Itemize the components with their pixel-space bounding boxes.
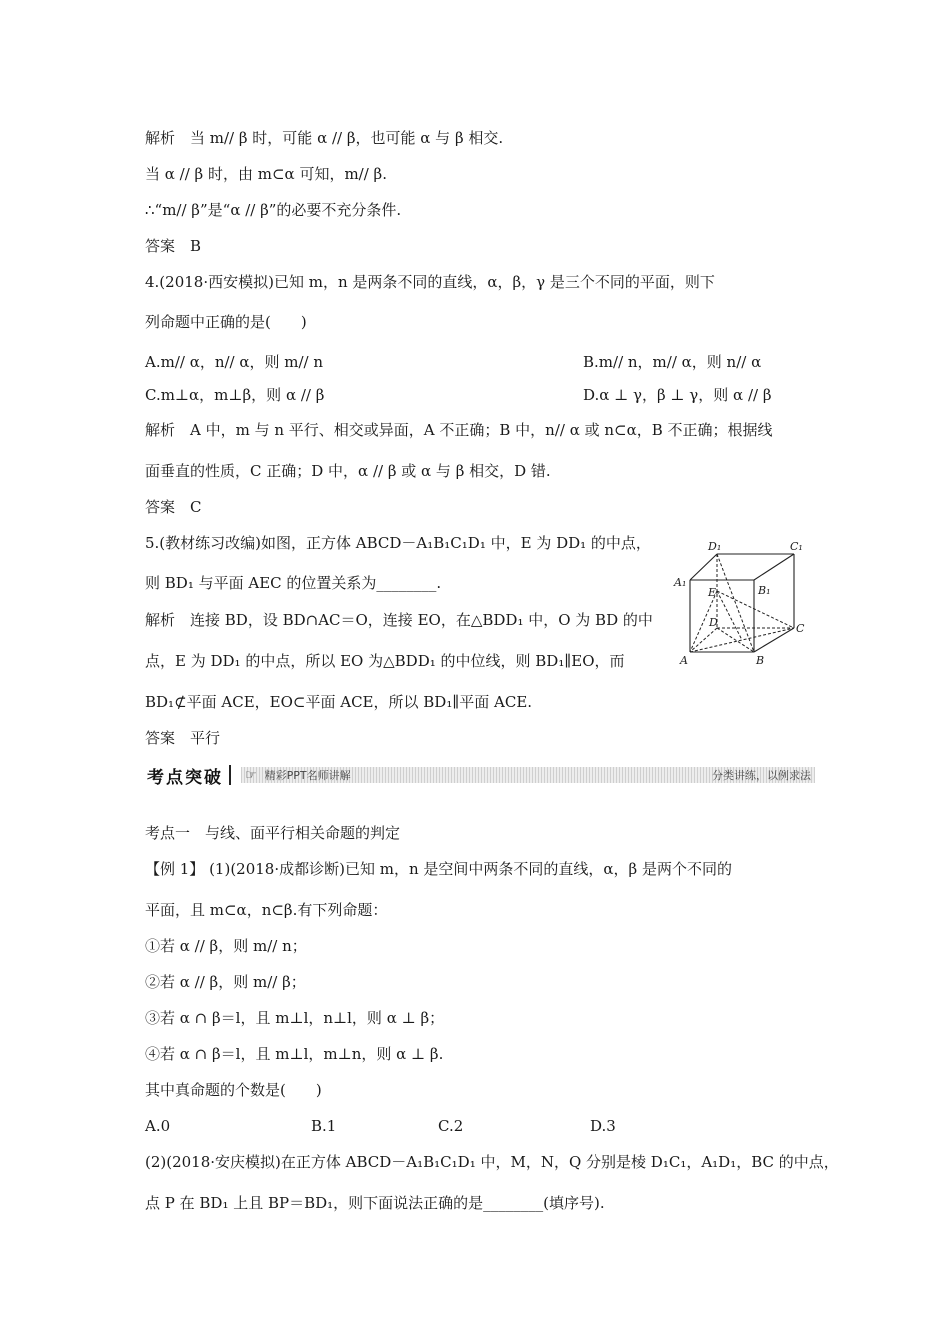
text-line-l19: 【例 1】 (1)(2018·成都诊断)已知 m，n 是空间中两条不同的直线，α，β 是两个不同的 bbox=[145, 860, 732, 878]
ex1-option-b: B.1 bbox=[311, 1117, 337, 1135]
label-d1: D₁ bbox=[708, 540, 722, 553]
cube-figure bbox=[672, 540, 812, 670]
text-line-l17: 答案 平行 bbox=[145, 729, 221, 747]
text-line-l21: ①若 α // β，则 m// n； bbox=[145, 937, 307, 955]
label-c: C bbox=[796, 622, 805, 635]
label-b1: B₁ bbox=[758, 584, 771, 597]
text-line-l20: 平面，且 m⊂α，n⊂β.有下列命题： bbox=[145, 901, 388, 919]
ex1-option-d: D.3 bbox=[590, 1117, 616, 1135]
q4-option-d: D.α ⊥ γ，β ⊥ γ，则 α // β bbox=[583, 386, 772, 404]
banner-title: 考点突破 bbox=[147, 767, 223, 788]
label-a: A bbox=[680, 654, 688, 667]
text-line-l16: BD₁⊄平面 ACE，EO⊂平面 ACE，所以 BD₁∥平面 ACE. bbox=[145, 693, 533, 711]
label-c1: C₁ bbox=[790, 540, 803, 553]
text-line-l4: 答案 B bbox=[145, 237, 202, 255]
text-line-l5: 4.(2018·西安模拟)已知 m，n 是两条不同的直线，α，β，γ 是三个不同的平面，则下 bbox=[145, 273, 715, 291]
text-line-l14: 解析 连接 BD，设 BD∩AC＝O，连接 EO，在△BDD₁ 中，O 为 BD 的中 bbox=[145, 611, 653, 629]
label-a1: A₁ bbox=[674, 576, 687, 589]
q4-option-a: A.m// α，n// α，则 m// n bbox=[145, 353, 324, 371]
label-d: D bbox=[709, 616, 718, 629]
text-line-l24: ④若 α ∩ β＝l，且 m⊥l，m⊥n，则 α ⊥ β. bbox=[145, 1045, 444, 1063]
text-line-l2: 当 α // β 时，由 m⊂α 可知，m// β. bbox=[145, 165, 387, 183]
label-b: B bbox=[756, 654, 765, 667]
text-line-l9: 解析 A 中，m 与 n 平行、相交或异面，A 不正确；B 中，n// α 或 n⊂α，B 不正确；根据线 bbox=[145, 421, 773, 439]
text-line-l25: 其中真命题的个数是( ) bbox=[145, 1081, 322, 1099]
text-line-l3: ∴“m// β”是“α // β”的必要不充分条件. bbox=[145, 201, 402, 219]
text-line-l11: 答案 C bbox=[145, 498, 202, 516]
banner-subtitle: 精彩PPT名师讲解 bbox=[264, 769, 351, 782]
text-line-l18: 考点一 与线、面平行相关命题的判定 bbox=[145, 824, 401, 842]
text-line-l1: 解析 当 m// β 时，可能 α // β，也可能 α 与 β 相交. bbox=[145, 129, 504, 147]
section-banner bbox=[145, 762, 815, 788]
q4-options-row-2 bbox=[145, 385, 772, 405]
ex1-option-c: C.2 bbox=[438, 1117, 464, 1135]
text-line-l22: ②若 α // β，则 m// β； bbox=[145, 973, 306, 991]
banner-strip bbox=[241, 767, 815, 783]
banner-right-text: 分类讲练，以例求法 bbox=[712, 769, 811, 782]
text-line-l6: 列命题中正确的是( ) bbox=[145, 313, 307, 331]
q4-option-c: C.m⊥α，m⊥β，则 α // β bbox=[145, 386, 325, 404]
label-e: E bbox=[708, 586, 717, 599]
text-line-l28: 点 P 在 BD₁ 上且 BP＝BD₁，则下面说法正确的是________(填序号). bbox=[145, 1194, 605, 1212]
text-line-l23: ③若 α ∩ β＝l，且 m⊥l，n⊥l，则 α ⊥ β； bbox=[145, 1009, 445, 1027]
text-line-l12: 5.(教材练习改编)如图，正方体 ABCD－A₁B₁C₁D₁ 中，E 为 DD₁ 的中点， bbox=[145, 534, 651, 552]
pointing-hand-icon: ☞ bbox=[245, 767, 257, 783]
q4-options-row-1 bbox=[145, 352, 762, 372]
q4-option-b: B.m// n，m// α，则 n// α bbox=[583, 353, 762, 371]
text-line-l10: 面垂直的性质，C 正确；D 中，α // β 或 α 与 β 相交，D 错. bbox=[145, 462, 551, 480]
ex1-option-a: A.0 bbox=[145, 1117, 171, 1135]
text-line-l15: 点，E 为 DD₁ 的中点，所以 EO 为△BDD₁ 的中位线，则 BD₁∥EO，而 bbox=[145, 652, 625, 670]
text-line-l13: 则 BD₁ 与平面 AEC 的位置关系为________. bbox=[145, 574, 442, 592]
banner-divider bbox=[229, 765, 231, 785]
text-line-l27: (2)(2018·安庆模拟)在正方体 ABCD－A₁B₁C₁D₁ 中，M，N，Q 分别是棱 D₁C₁，A₁D₁，BC 的中点， bbox=[145, 1153, 839, 1171]
